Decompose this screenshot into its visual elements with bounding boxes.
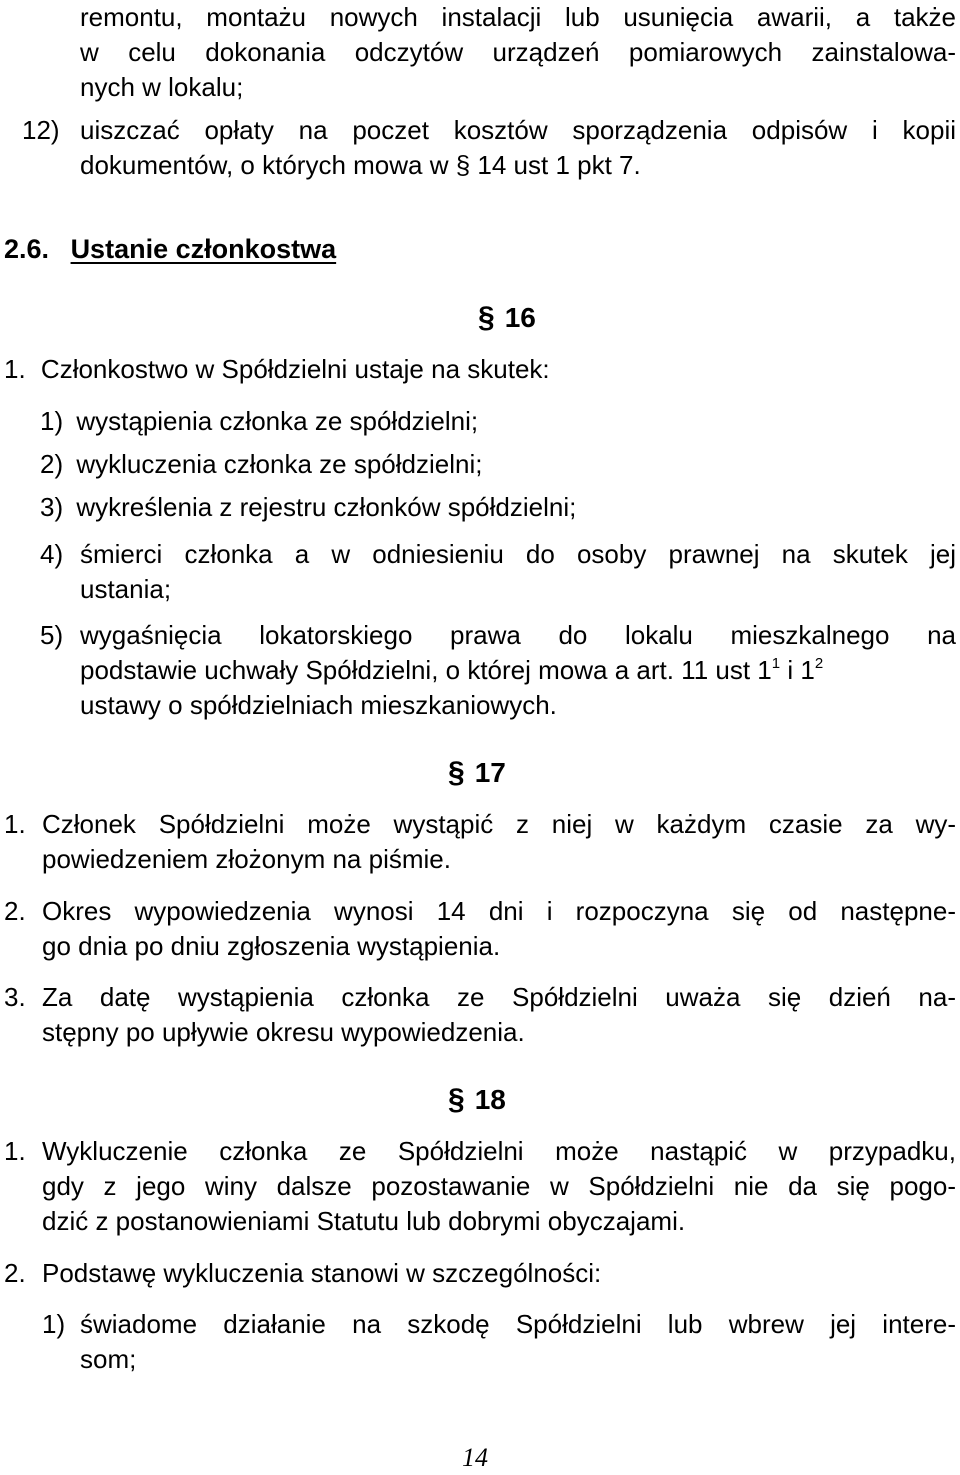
- list-item-12: [22, 113, 956, 183]
- text-line: gdy z jego winy dalsze pozostawanie w Spółdzielni nie da się pogo-: [42, 1171, 956, 1201]
- text-line: Wykluczenie członka ze Spółdzielni może nastąpić w przypadku,: [42, 1136, 956, 1166]
- section-title: Ustanie członkostwa: [70, 234, 337, 264]
- text-line: wykreślenia z rejestru członków spółdzielni;: [76, 492, 577, 522]
- text-line: ustawy o spółdzielniach mieszkaniowych.: [80, 690, 557, 720]
- paragraph-number: 18: [474, 1084, 506, 1115]
- text-line: go dnia po dniu zgłoszenia wystąpienia.: [42, 931, 501, 961]
- list-item: [40, 404, 956, 439]
- list-item: [40, 537, 956, 607]
- text-line: Członkostwo w Spółdzielni ustaje na skutek:: [40, 354, 550, 384]
- text-line: Podstawę wykluczenia stanowi w szczególności:: [42, 1258, 602, 1288]
- list-item: [4, 807, 956, 877]
- paragraph-heading-16: [478, 300, 536, 335]
- list-item-number: 5): [40, 620, 64, 650]
- continuation-paragraph: [80, 0, 956, 105]
- text-line: dzić z postanowieniami Statutu lub dobrymi obyczajami.: [42, 1206, 686, 1236]
- text-line: dokumentów, o których mowa w § 14 ust 1 pkt 7.: [80, 150, 641, 180]
- text-line: Za datę wystąpienia członka ze Spółdzielni uważa się dzień na-: [42, 982, 956, 1012]
- text-line: świadome działanie na szkodę Spółdzielni lub wbrew jej intere-: [80, 1309, 956, 1339]
- text-span: i 1: [780, 655, 815, 685]
- text-line: wystąpienia członka ze spółdzielni;: [76, 406, 479, 436]
- list-item-number: 2.: [4, 896, 26, 926]
- list-item: [4, 894, 956, 964]
- superscript: 2: [814, 655, 824, 672]
- list-item: [4, 980, 956, 1050]
- text-line: som;: [80, 1344, 137, 1374]
- text-line: [80, 653, 956, 688]
- list-item-number: 4): [40, 539, 64, 569]
- sub-list-item: [42, 1307, 956, 1377]
- list-item: [40, 618, 956, 723]
- list-item: [40, 490, 956, 525]
- list-item-number: 12): [22, 115, 60, 145]
- text-line: Członek Spółdzielni może wystąpić z niej w każdym czasie za wy-: [42, 809, 956, 839]
- list-item-number: 3): [40, 492, 64, 522]
- text-line: powiedzeniem złożonym na piśmie.: [42, 844, 451, 874]
- text-line: stępny po upływie okresu wypowiedzenia.: [42, 1017, 525, 1047]
- paragraph-heading-17: [448, 755, 506, 790]
- text-line: wykluczenia członka ze spółdzielni;: [76, 449, 483, 479]
- section-sign-icon: §: [478, 301, 495, 334]
- section-sign-icon: §: [448, 1083, 465, 1116]
- list-item-number: 1.: [4, 354, 26, 384]
- section-number: 2.6.: [4, 234, 50, 264]
- paragraph-heading-18: [448, 1082, 506, 1117]
- list-item: [4, 1134, 956, 1239]
- paragraph-number: 16: [504, 302, 536, 333]
- superscript: 1: [771, 655, 781, 672]
- list-item: [40, 447, 956, 482]
- text-line: nych w lokalu;: [80, 72, 244, 102]
- text-line: w celu dokonania odczytów urządzeń pomiarowych zainstalowa-: [80, 37, 956, 67]
- text-line: śmierci członka a w odniesieniu do osoby prawnej na skutek jej: [80, 539, 956, 569]
- paragraph-16-intro: [4, 352, 956, 387]
- text-span: podstawie uchwały Spółdzielni, o której mowa a art. 11 ust 1: [80, 655, 772, 685]
- text-line: Okres wypowiedzenia wynosi 14 dni i rozpoczyna się od następne-: [42, 896, 956, 926]
- list-item-number: 1.: [4, 1136, 26, 1166]
- list-item-number: 3.: [4, 982, 26, 1012]
- list-item-number: 2): [40, 449, 64, 479]
- text-line: remontu, montażu nowych instalacji lub usunięcia awarii, a także: [80, 2, 956, 32]
- text-line: uiszczać opłaty na poczet kosztów sporządzenia odpisów i kopii: [80, 115, 956, 145]
- paragraph-number: 17: [474, 757, 506, 788]
- page-number: 14: [462, 1443, 488, 1472]
- list-item-number: 1): [40, 406, 64, 436]
- list-item: [4, 1256, 956, 1291]
- list-item-number: 1.: [4, 809, 26, 839]
- list-item-number: 1): [42, 1309, 66, 1339]
- text-line: ustania;: [80, 574, 172, 604]
- section-heading: [4, 232, 336, 267]
- section-sign-icon: §: [448, 756, 465, 789]
- list-item-number: 2.: [4, 1258, 26, 1288]
- text-line: wygaśnięcia lokatorskiego prawa do lokalu mieszkalnego na: [80, 620, 956, 650]
